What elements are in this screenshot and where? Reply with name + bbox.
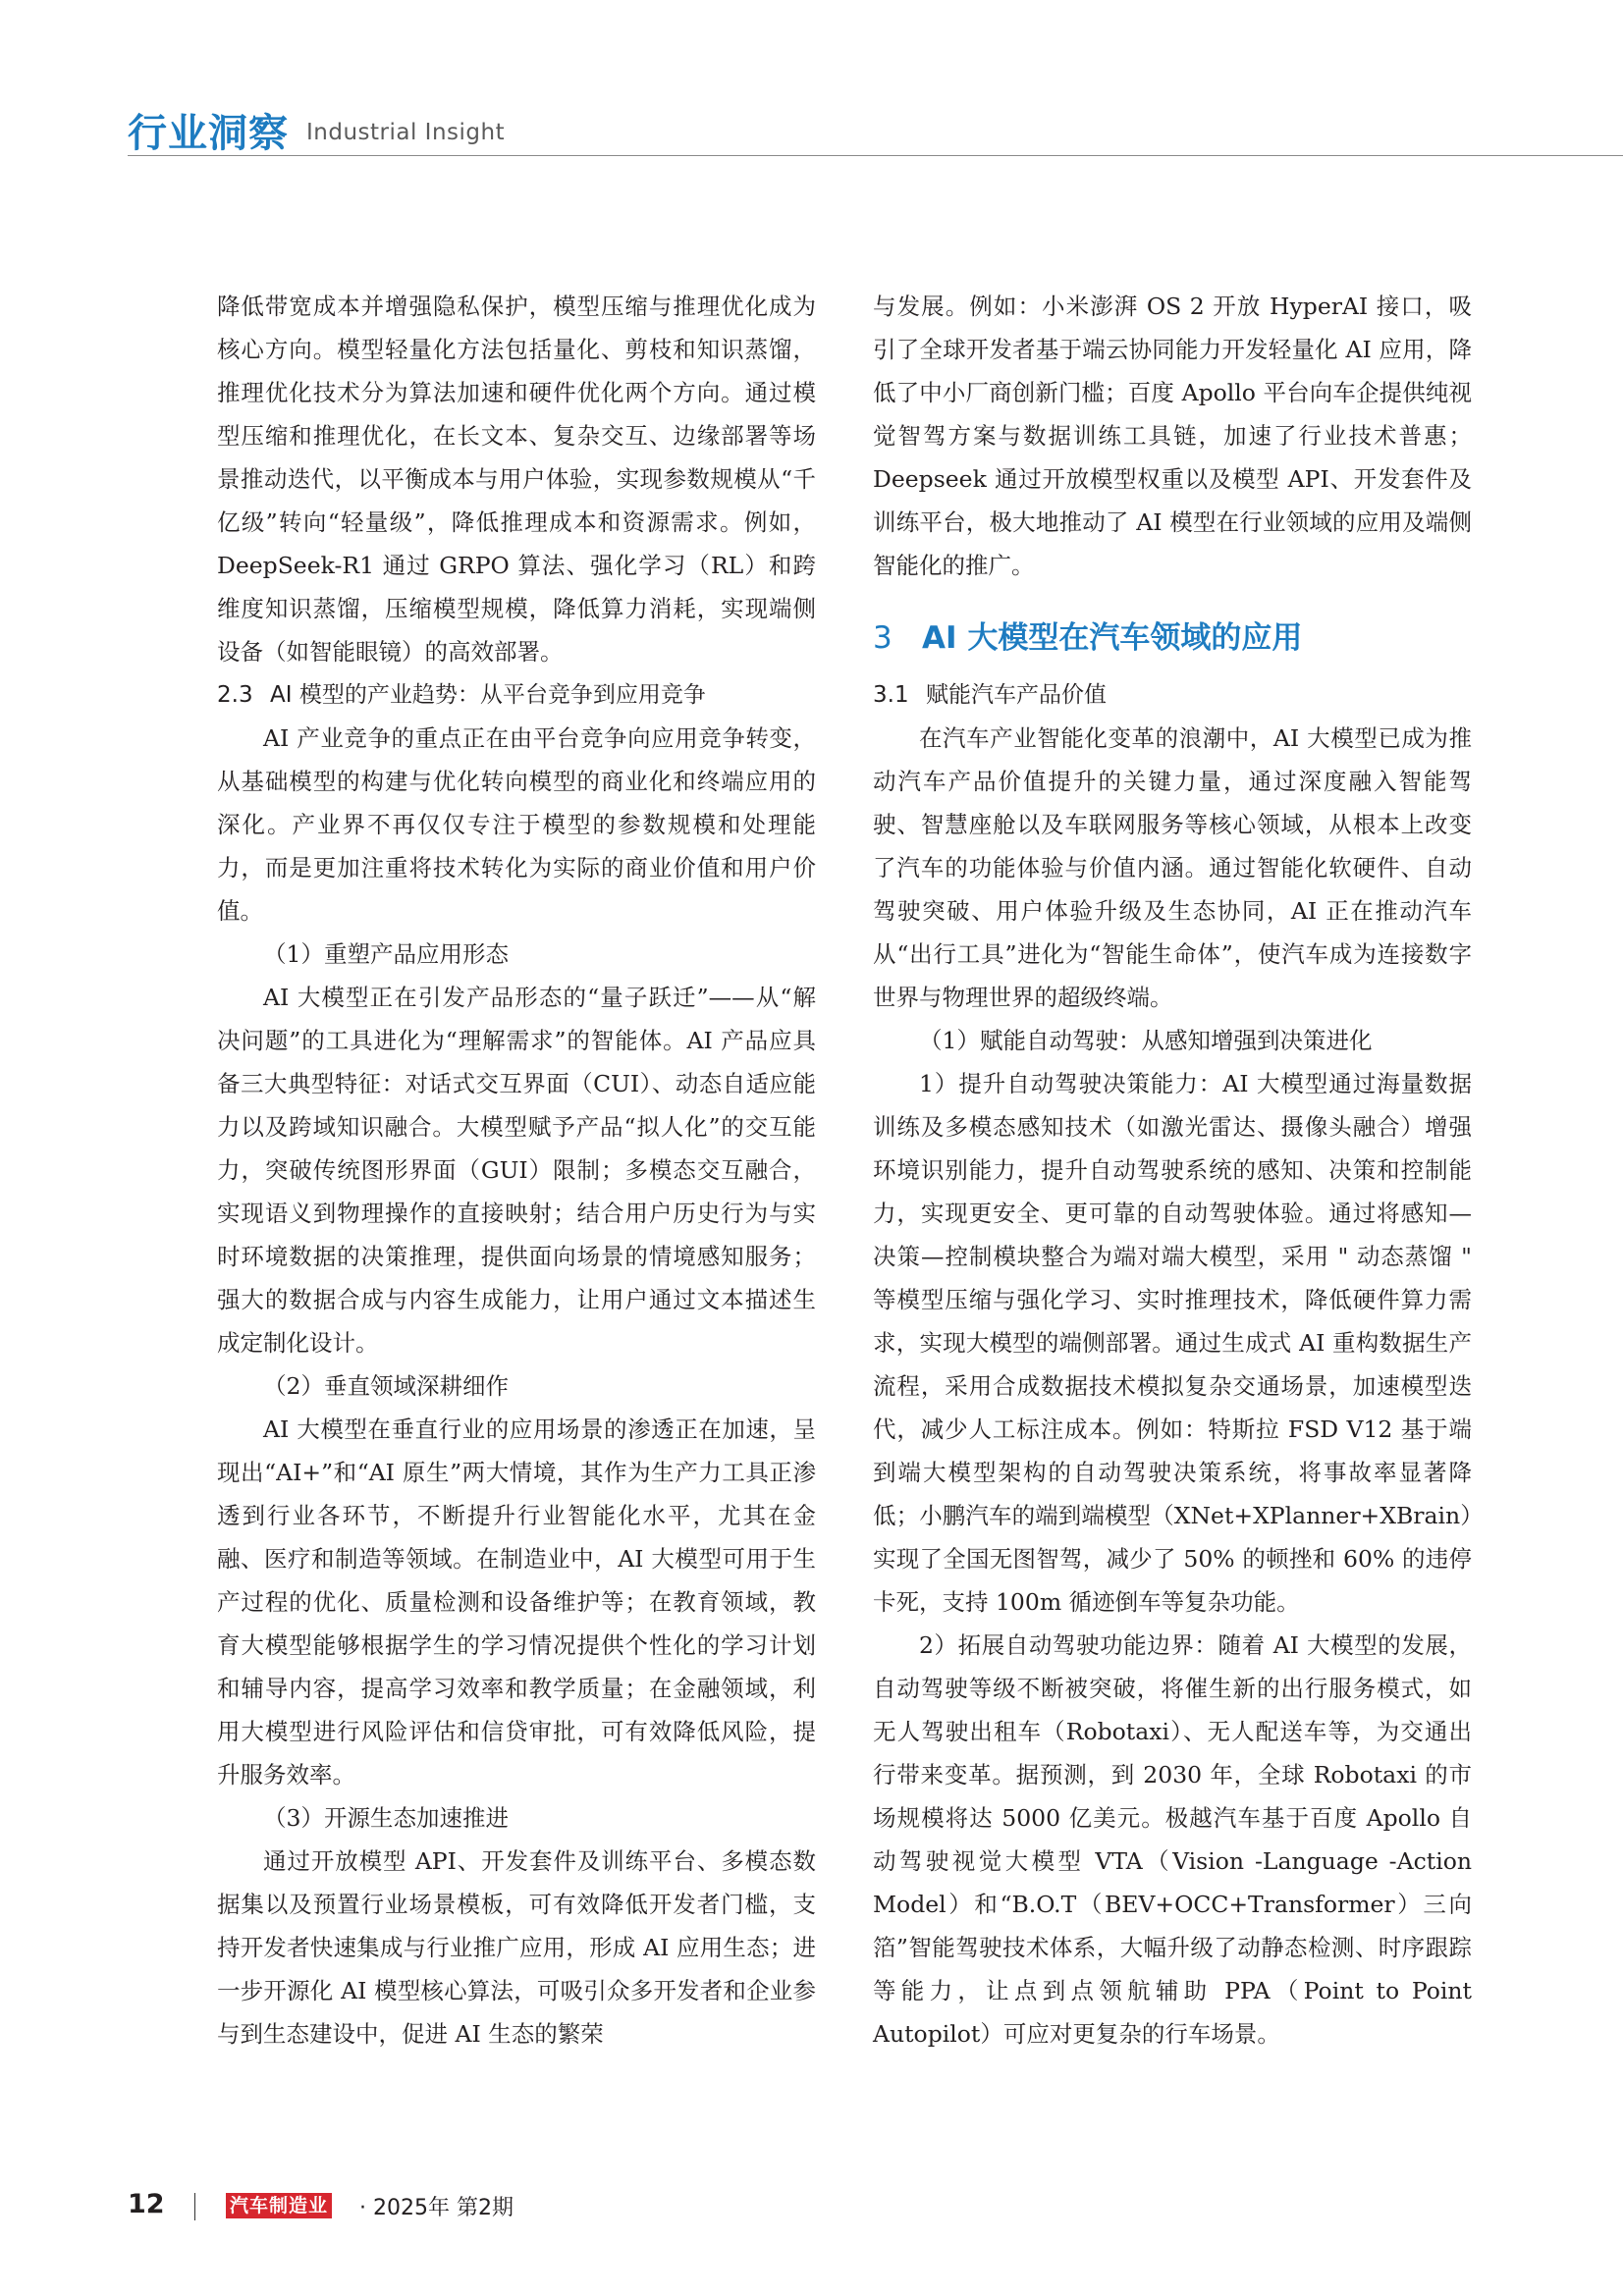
paragraph: 1）提升自动驾驶决策能力：AI 大模型通过海量数据训练及多模态感知技术（如激光雷达、摄像头融合）增强环境识别能力，提升自动驾驶系统的感知、决策和控制能力，实现更安全、更可靠的自动驾驶体验。通过将感知—决策—控制模块整合为端对端大模型，采用 " 动态蒸馏 " 等模型压缩与强化学习、实时推理技术，降低硬件算力需求，实现大模型的端侧部署。通过生成式 AI 重构数据生产流程，采用合成数据技术模拟复杂交通场景，加速模型迭代，减少人工标注成本。例如：特斯拉 FSD V12 基于端到端大模型架构的自动驾驶决策系统，将事故率显著降低；小鹏汽车的端到端模型（XNet+XPlanner+XBrain）实现了全国无图智驾，减少了 50% 的顿挫和 60% 的违停卡死，支持 100m 循迹倒车等复杂功能。 <box>873 1070 1472 1616</box>
list-item-heading: （1）重塑产品应用形态 <box>263 940 509 968</box>
page-header <box>0 98 1623 167</box>
section-number: 2.3 <box>217 682 253 708</box>
issue-label: · 2025年 第2期 <box>359 2196 514 2220</box>
list-item-heading: （2）垂直领域深耕细作 <box>263 1372 509 1400</box>
section-heading-3 <box>873 614 1472 662</box>
left-column <box>217 285 816 2056</box>
list-item-heading: （1）赋能自动驾驶：从感知增强到决策进化 <box>919 1027 1373 1054</box>
section-title: AI 模型的产业趋势：从平台竞争到应用竞争 <box>270 682 706 708</box>
paragraph: AI 大模型正在引发产品形态的“量子跃迁”——从“解决问题”的工具进化为“理解需求”的智能体。AI 产品应具备三大典型特征：对话式交互界面（CUI）、动态自适应能力以及跨域知识融合。大模型赋予产品“拟人化”的交互能力，突破传统图形界面（GUI）限制；多模态交互融合，实现语义到物理操作的直接映射；结合用户历史行为与实时环境数据的决策推理，提供面向场景的情境感知服务；强大的数据合成与内容生成能力，让用户通过文本描述生成定制化设计。 <box>217 984 816 1357</box>
right-column <box>873 285 1472 2056</box>
paragraph: AI 大模型在垂直行业的应用场景的渗透正在加速，呈现出“AI+”和“AI 原生”两大情境，其作为生产力工具正渗透到行业各环节，不断提升行业智能化水平，尤其在金融、医疗和制造等领域。在制造业中，AI 大模型可用于生产过程的优化、质量检测和设备维护等；在教育领域，教育大模型能够根据学生的学习情况提供个性化的学习计划和辅导内容，提高学习效率和教学质量；在金融领域，利用大模型进行风险评估和信贷审批，可有效降低风险，提升服务效率。 <box>217 1415 816 1789</box>
list-item-heading: （3）开源生态加速推进 <box>263 1804 509 1832</box>
paragraph: 通过开放模型 API、开发套件及训练平台、多模态数据集以及预置行业场景模板，可有效降低开发者门槛，支持开发者快速集成与行业推广应用，形成 AI 应用生态；进一步开源化 AI 模型核心算法，可吸引众多开发者和企业参与到生态建设中，促进 AI 生态的繁荣 <box>217 1847 816 2048</box>
section-number: 3.1 <box>873 682 909 708</box>
paragraph: AI 产业竞争的重点正在由平台竞争向应用竞争转变，从基础模型的构建与优化转向模型的商业化和终端应用的深化。产业界不再仅仅专注于模型的参数规模和处理能力，而是更加注重将技术转化为实际的商业价值和用户价值。 <box>217 724 816 925</box>
section-heading-3-1 <box>873 673 1472 717</box>
header-rule <box>128 155 1623 156</box>
page-number: 12 <box>128 2189 165 2219</box>
footer-divider <box>194 2193 195 2220</box>
section-title-en: Industrial Insight <box>306 120 506 145</box>
section-title: 赋能汽车产品价值 <box>926 682 1107 708</box>
paragraph: 与发展。例如：小米澎湃 OS 2 开放 HyperAI 接口，吸引了全球开发者基于端云协同能力开发轻量化 AI 应用，降低了中小厂商创新门槛；百度 Apollo 平台向车企提供纯视觉智驾方案与数据训练工具链，加速了行业技术普惠；Deepseek 通过开放模型权重以及模型 API、开发套件及训练平台，极大地推动了 AI 模型在行业领域的应用及端侧智能化的推广。 <box>873 293 1472 579</box>
page-footer <box>128 2189 815 2228</box>
paragraph: 在汽车产业智能化变革的浪潮中，AI 大模型已成为推动汽车产品价值提升的关键力量，通过深度融入智能驾驶、智慧座舱以及车联网服务等核心领域，从根本上改变了汽车的功能体验与价值内涵。通过智能化软硬件、自动驾驶突破、用户体验升级及生态协同，AI 正在推动汽车从“出行工具”进化为“智能生命体”，使汽车成为连接数字世界与物理世界的超级终端。 <box>873 724 1472 1011</box>
section-title: AI 大模型在汽车领域的应用 <box>922 620 1303 656</box>
section-number: 3 <box>873 620 893 656</box>
section-heading-2-3 <box>217 673 816 717</box>
paragraph: 降低带宽成本并增强隐私保护，模型压缩与推理优化成为核心方向。模型轻量化方法包括量化、剪枝和知识蒸馏，推理优化技术分为算法加速和硬件优化两个方向。通过模型压缩和推理优化，在长文本、复杂交互、边缘部署等场景推动迭代，以平衡成本与用户体验，实现参数规模从“千亿级”转向“轻量级”，降低推理成本和资源需求。例如，DeepSeek-R1 通过 GRPO 算法、强化学习（RL）和跨维度知识蒸馏，压缩模型规模，降低算力消耗，实现端侧设备（如智能眼镜）的高效部署。 <box>217 293 816 666</box>
section-title-cn: 行业洞察 <box>128 111 289 156</box>
magazine-logo: 汽车制造业 <box>226 2193 332 2218</box>
paragraph: 2）拓展自动驾驶功能边界：随着 AI 大模型的发展，自动驾驶等级不断被突破，将催生新的出行服务模式，如无人驾驶出租车（Robotaxi）、无人配送车等，为交通出行带来变革。据预测，到 2030 年，全球 Robotaxi 的市场规模将达 5000 亿美元。极越汽车基于百度 Apollo 自动驾驶视觉大模型 VTA（Vision -Language -Action Model）和“B.O.T（BEV+OCC+Transformer）三向箔”智能驾驶技术体系，大幅升级了动静态检测、时序跟踪等能力，让点到点领航辅助 PPA（Point to Point Autopilot）可应对更复杂的行车场景。 <box>873 1631 1472 2048</box>
